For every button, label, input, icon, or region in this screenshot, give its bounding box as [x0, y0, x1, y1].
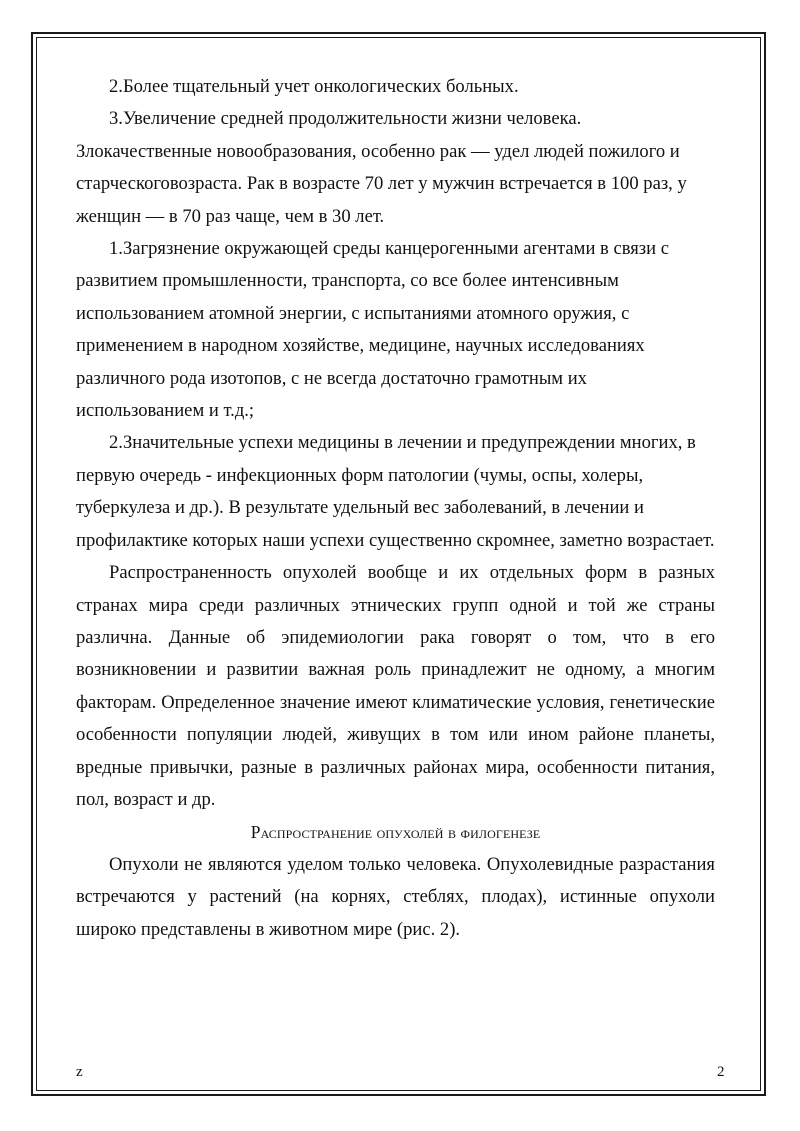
section-heading: Распространение опухолей в филогенезе [250, 822, 541, 843]
page-number: 2 [717, 1064, 725, 1080]
paragraph-tumor-prevalence: Распространенность опухолей вообще и их отдельных форм в разных странах мира среди различных этнических групп одной и той же страны различна. Данные об эпидемиологии рака говорят о том, что в его возникновении и развитии важная роль принадлежит не одному, а многим факторам. Определенное значение имеют климатические условия, генетические особенности популяции людей, живущих в том или ином районе планеты, вредные привычки, разные в различных районах мира, особенности питания, пол, возраст и др. [76, 562, 715, 810]
paragraph-list-item-2: 2.Более тщательный учет онкологических больных. [109, 76, 519, 97]
paragraph-malignant-neoplasms: Злокачественные новообразования, особенно рак — удел людей пожилого и старческоговозраста. Рак в возрасте 70 лет у мужчин встречается в 100 раз, у женщин — в 70 раз чаще, чем в 30 лет. [76, 140, 687, 227]
paragraph-medicine-success: 2.Значительные успехи медицины в лечении и предупреждении многих, в первую очередь - инфекционных форм патологии (чумы, оспы, холеры, туберкулеза и др.). В результате удельный вес заболеваний, в лечении и профилактике которых наши успехи существенно скромнее, заметно возрастает. [76, 432, 715, 551]
footer-mark: z [76, 1064, 83, 1080]
paragraph-environment-pollution: 1.Загрязнение окружающей среды канцерогенными агентами в связи с развитием промышленности, транспорта, со все более интенсивным использованием атомной энергии, с испытаниями атомного оружия, с применением в народном хозяйстве, медицине, научных исследованиях различного рода изотопов, с не всегда достаточно грамотным их использованием и т.д.; [76, 238, 670, 422]
paragraph-tumors-animals: Опухоли не являются уделом только человека. Опухолевидные разрастания встречаются у растений (на корнях, стеблях, плодах), истинные опухоли широко представлены в животном мире (рис. 2). [76, 853, 715, 940]
paragraph-list-item-3: 3.Увеличение средней продолжительности жизни человека. [109, 108, 582, 130]
document-body [76, 71, 715, 946]
